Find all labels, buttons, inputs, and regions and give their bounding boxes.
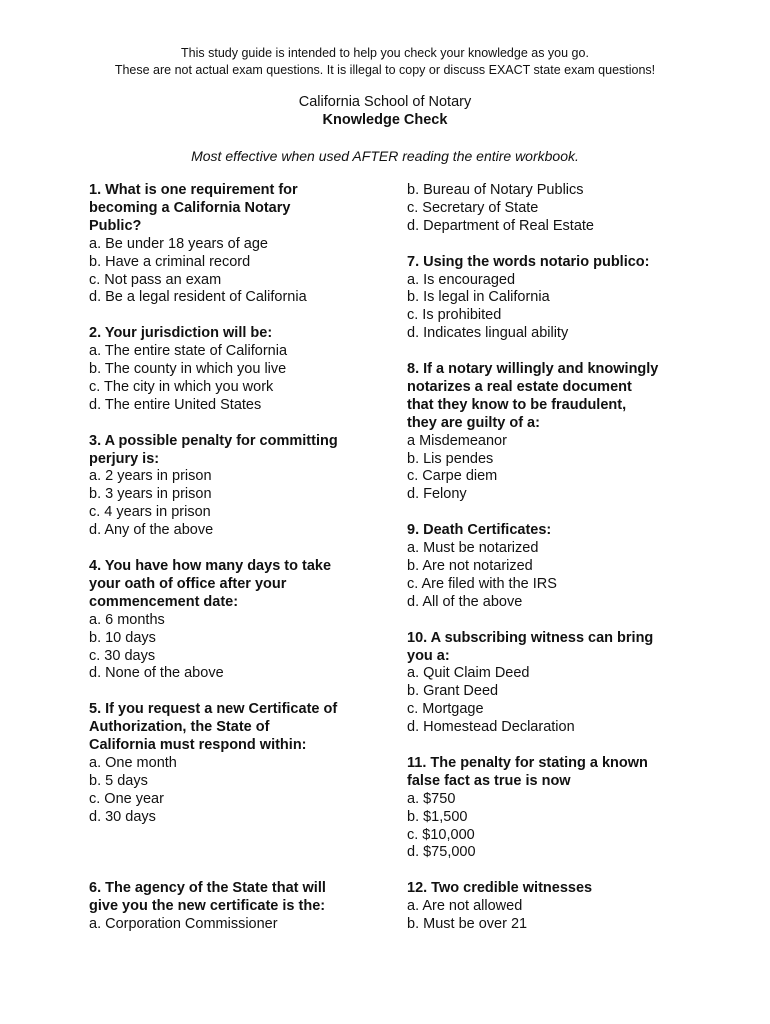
question-text: becoming a California Notary	[89, 199, 291, 216]
answer-option: d. 30 days	[89, 808, 156, 825]
left-column	[89, 182, 369, 934]
question-text: 7. Using the words notario publico:	[407, 253, 650, 270]
notice-line-1: This study guide is intended to help you check your knowledge as you go.	[181, 46, 589, 60]
question-text: give you the new certificate is the:	[89, 898, 326, 915]
answer-option: a. Is encouraged	[407, 271, 516, 288]
question-text: 6. The agency of the State that will	[89, 880, 326, 897]
page-title: Knowledge Check	[322, 112, 448, 128]
answer-option: a. 6 months	[89, 611, 165, 628]
answer-option: c. $10,000	[407, 826, 475, 843]
answer-option: d. Homestead Declaration	[407, 719, 575, 736]
answer-option: d. Felony	[407, 486, 467, 503]
question-text: that they know to be fraudulent,	[407, 396, 627, 413]
answer-option: d. $75,000	[407, 844, 476, 861]
question-text: 10. A subscribing witness can bring	[407, 629, 654, 646]
school-name: California School of Notary	[298, 94, 472, 110]
question-text: 8. If a notary willingly and knowingly	[407, 361, 659, 378]
question-3	[89, 433, 369, 540]
answer-option: a Misdemeanor	[407, 432, 507, 449]
question-2	[89, 325, 369, 415]
question-text: California must respond within:	[89, 737, 307, 754]
question-6	[89, 880, 369, 934]
question-text: commencement date:	[89, 593, 239, 610]
question-7	[407, 254, 697, 344]
answer-option: c. Mortgage	[407, 701, 484, 718]
question-text: 5. If you request a new Certificate of	[89, 701, 338, 718]
question-5	[89, 701, 369, 826]
question-text: Public?	[89, 217, 142, 234]
usage-note: Most effective when used AFTER reading the entire workbook.	[191, 148, 579, 164]
answer-option: a. 2 years in prison	[89, 468, 212, 485]
answer-option: d. Be a legal resident of California	[89, 289, 307, 306]
answer-option: c. 4 years in prison	[89, 504, 211, 521]
notice-line-2: These are not actual exam questions. It is illegal to copy or discuss EXACT state exam questions!	[114, 63, 656, 77]
answer-option: c. Are filed with the IRS	[407, 575, 557, 592]
answer-option: c. Secretary of State	[407, 199, 539, 216]
answer-option: a. The entire state of California	[89, 343, 288, 360]
answer-option: c. Carpe diem	[407, 468, 498, 485]
answer-option: b. Must be over 21	[407, 916, 528, 933]
question-text: Authorization, the State of	[89, 719, 270, 736]
answer-option: b. Grant Deed	[407, 683, 499, 700]
answer-option: b. $1,500	[407, 808, 468, 825]
question-11	[407, 755, 697, 862]
right-column	[407, 182, 697, 934]
question-text: 4. You have how many days to take	[89, 557, 332, 574]
question-10	[407, 630, 697, 737]
answer-option: d. Indicates lingual ability	[407, 325, 569, 342]
question-text: 3. A possible penalty for committing	[89, 432, 338, 449]
answer-option: c. Is prohibited	[407, 307, 502, 324]
answer-option: a. Quit Claim Deed	[407, 665, 530, 682]
answer-option: c. The city in which you work	[89, 378, 274, 395]
answer-option: b. 3 years in prison	[89, 486, 212, 503]
answer-option: d. Department of Real Estate	[407, 217, 594, 234]
answer-option: a. Must be notarized	[407, 540, 539, 557]
question-text: 11. The penalty for stating a known	[407, 754, 648, 771]
question-text: 12. Two credible witnesses	[407, 880, 593, 897]
answer-option: c. 30 days	[89, 647, 156, 664]
answer-option: a. One month	[89, 754, 177, 771]
question-8	[407, 361, 697, 504]
answer-option: b. 10 days	[89, 629, 156, 646]
question-text: 2. Your jurisdiction will be:	[89, 325, 273, 342]
answer-option: b. 5 days	[89, 772, 148, 789]
answer-option: d. All of the above	[407, 593, 523, 610]
question-6-continued	[407, 182, 697, 236]
answer-option: d. None of the above	[89, 665, 224, 682]
answer-option: a. Corporation Commissioner	[89, 916, 278, 933]
answer-option: b. Is legal in California	[407, 289, 550, 306]
question-text: false fact as true is now	[407, 772, 571, 789]
answer-option: a. Are not allowed	[407, 898, 523, 915]
question-text: they are guilty of a:	[407, 414, 540, 431]
question-1	[89, 182, 369, 307]
answer-option: a. Be under 18 years of age	[89, 235, 268, 252]
answer-option: a. $750	[407, 790, 456, 807]
answer-option: b. Are not notarized	[407, 557, 533, 574]
question-text: 1. What is one requirement for	[89, 182, 298, 198]
question-9	[407, 522, 697, 612]
answer-option: b. The county in which you live	[89, 361, 287, 378]
question-text: notarizes a real estate document	[407, 378, 632, 395]
question-text: your oath of office after your	[89, 575, 287, 592]
answer-option: c. Not pass an exam	[89, 271, 222, 288]
question-12	[407, 880, 697, 934]
answer-option: d. Any of the above	[89, 522, 214, 539]
answer-option: b. Have a criminal record	[89, 253, 251, 270]
answer-option: d. The entire United States	[89, 396, 262, 413]
question-text: you a:	[407, 647, 450, 664]
answer-option: c. One year	[89, 790, 164, 807]
question-text: perjury is:	[89, 450, 160, 467]
question-4	[89, 558, 369, 683]
answer-option: b. Lis pendes	[407, 450, 494, 467]
answer-option: b. Bureau of Notary Publics	[407, 182, 584, 198]
question-text: 9. Death Certificates:	[407, 522, 552, 539]
